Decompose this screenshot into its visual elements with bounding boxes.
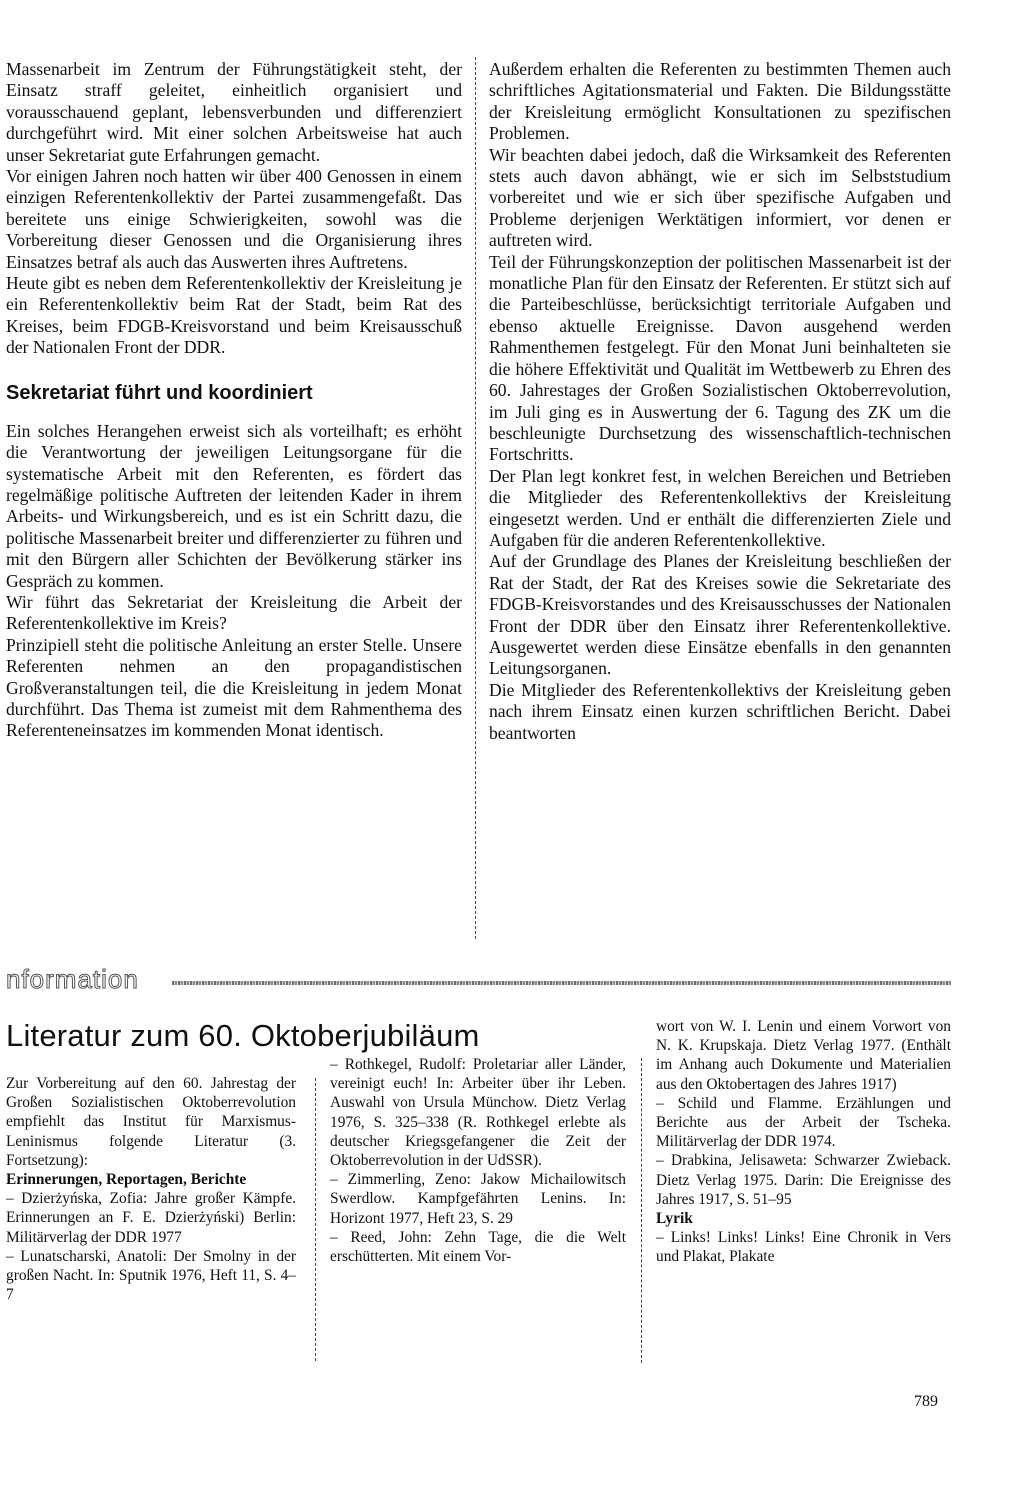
literature-column-1	[6, 1074, 296, 1304]
paragraph: Auf der Grundlage des Planes der Kreisleitung beschließen der Rat der Stadt, der Rat des Kreises sowie die Sekretariate des FDGB-Kreisvorstandes und des Kreisausschusses der Nationalen Front der DDR über den Einsatz ihrer Referentenkollektive. Ausgewertet werden diese Einsätze ebenfalls in den genannten Leitungsorganen.	[489, 551, 951, 679]
literature-column-3	[656, 1017, 951, 1267]
section-subheading: Sekretariat führt und koordiniert	[6, 381, 313, 404]
paragraph: Die Mitglieder des Referentenkollektivs der Kreisleitung geben nach ihrem Einsatz einen kurzen schriftlichen Bericht. Dabei beantworten	[489, 679, 951, 743]
list-item: – Zimmerling, Zeno: Jakow Michailowitsch Swerdlow. Kampfgefährten Lenins. In: Horizont 1977, Heft 23, S. 29	[330, 1171, 626, 1227]
list-item: – Lunatscharski, Anatoli: Der Smolny in der großen Nacht. In: Sputnik 1976, Heft 11, S. 4–7	[6, 1247, 296, 1304]
column-divider	[315, 1078, 316, 1361]
paragraph: Massenarbeit im Zentrum der Führungstätigkeit steht, der Einsatz straff geleitet, einheitlich organisiert und vorausschauend geplant, lebensverbunden und differenziert durchgeführt wird. Mit einer solchen Arbeitsweise hat auch unser Sekretariat gute Erfahrungen gemacht.	[6, 59, 462, 165]
paragraph: Heute gibt es neben dem Referentenkollektiv der Kreisleitung je ein Referentenkollektiv beim Rat der Stadt, beim Rat des Kreises, beim FDGB-Kreisvorstand und beim Kreisausschuß der Nationalen Front der DDR.	[6, 273, 462, 358]
list-item: – Schild und Flamme. Erzählungen und Berichte aus der Arbeit der Tscheka. Militärverlag der DDR 1974.	[656, 1094, 951, 1151]
information-banner	[6, 964, 951, 994]
list-item: – Drabkina, Jelisaweta: Schwarzer Zwieback. Dietz Verlag 1975. Darin: Die Ereignisse des Jahres 1917, S. 51–95	[656, 1152, 951, 1208]
list-item: – Links! Links! Links! Eine Chronik in Vers und Plakat, Plakate	[656, 1229, 951, 1266]
paragraph: Wir beachten dabei jedoch, daß die Wirksamkeit des Referenten stets auch davon abhängt, wie er sich im Selbststudium vorbereitet und wie er sich über spezifische Aufgaben und Probleme derjenigen Werktätigen informiert, vor denen er auftreten wird.	[489, 144, 951, 251]
list-item: wort von W. I. Lenin und einem Vorwort von N. K. Krupskaja. Dietz Verlag 1977. (Enthält im Anhang auch Dokumente und Materialien aus den Oktobertagen des Jahres 1917)	[656, 1018, 951, 1093]
list-item: – Reed, John: Zehn Tage, die die Welt erschütterten. Mit einem Vor-	[330, 1228, 626, 1266]
paragraph: Prinzipiell steht die politische Anleitung an erster Stelle. Unsere Referenten nehmen an den propagandistischen Großveranstaltungen teil, die die Kreisleitung in jedem Monat durchführt. Das Thema ist zumeist mit dem Rahmenthema des Referenteneinsatzes im kommenden Monat identisch.	[6, 634, 462, 741]
section-heading: Erinnerungen, Reportagen, Berichte	[6, 1171, 247, 1189]
paragraph: Wir führt das Sekretariat der Kreisleitung die Arbeit der Referentenkollektive im Kreis?	[6, 591, 462, 634]
section-heading: Lyrik	[656, 1210, 693, 1228]
paragraph: Ein solches Herangehen erweist sich als vorteilhaft; es erhöht die Verantwortung der jeweiligen Leitungsorgane für die systematische Arbeit mit den Referenten, es fördert das regelmäßige politische Auftreten der leitenden Kader in ihrem Arbeits- und Wirkungsbereich, und es ist ein Schritt dazu, die politische Massenarbeit breiter und differenzierter zu führen und mit den Bürgern aller Schichten der Bevölkerung stärker ins Gespräch zu kommen.	[6, 420, 462, 591]
literature-title: Literatur zum 60. Oktoberjubiläum	[6, 1018, 480, 1053]
paragraph: Außerdem erhalten die Referenten zu bestimmten Themen auch schriftliches Agitationsmaterial und Fakten. Die Bildungsstätte der Kreisleitung ermöglicht Konsultationen zu spezifischen Problemen.	[489, 59, 951, 144]
paragraph: Der Plan legt konkret fest, in welchen Bereichen und Betrieben die Mitglieder des Referentenkollektivs der Kreisleitung eingesetzt werden. Und er enthält die differenzierten Ziele und Aufgaben für die anderen Referentenkollektive.	[489, 465, 951, 550]
intro-text: Zur Vorbereitung auf den 60. Jahrestag der Großen Sozialistischen Oktoberrevolution empfiehlt das Institut für Marxismus-Leninismus folgende Literatur (3. Fortsetzung):	[6, 1075, 296, 1169]
left-text-column	[6, 59, 462, 742]
right-text-column	[489, 59, 951, 744]
column-divider	[641, 1058, 642, 1363]
banner-rule	[172, 981, 951, 985]
page-number: 789	[914, 1393, 938, 1410]
list-item: – Dzierżyńska, Zofia: Jahre großer Kämpfe. Erinnerungen an F. E. Dzierżyński) Berlin: Militärverlag der DDR 1977	[6, 1190, 296, 1246]
paragraph: Teil der Führungskonzeption der politischen Massenarbeit ist der monatliche Plan für den Einsatz der Referenten. Er stützt sich auf die Parteibeschlüsse, berücksichtigt territoriale Aufgaben und ebenso aktuelle Ereignisse. Davon ausgehend werden Rahmenthemen festgelegt. Für den Monat Juni beinhalteten sie die höhere Effektivität und Qualität im Wettbewerb zu Ehren des 60. Jahrestages der Großen Sozialistischen Oktoberrevolution, im Juli ging es in Auswertung der 6. Tagung des ZK um die beschleunigte Durchsetzung des wissenschaftlich-technischen Fortschritts.	[489, 251, 951, 465]
list-item: – Rothkegel, Rudolf: Proletariar aller Länder, vereinigt euch! In: Arbeiter über ihr Leben. Auswahl von Ursula Münchow. Dietz Verlag 1976, S. 325–338 (R. Rothkegel erlebte als deutscher Kriegsgefangener die Zeit der Oktoberrevolution in der UdSSR).	[330, 1056, 626, 1170]
column-divider	[475, 57, 476, 939]
information-label: nformation	[6, 964, 139, 994]
literature-column-2	[330, 1055, 626, 1266]
paragraph: Vor einigen Jahren noch hatten wir über 400 Genossen in einem einzigen Referentenkollektiv der Partei zusammengefaßt. Das bereitete uns einige Schwierigkeiten, sowohl was die Vorbereitung dieser Genossen und die Organisierung ihres Einsatzes betraf als auch das Auswerten ihres Auftretens.	[6, 166, 462, 272]
